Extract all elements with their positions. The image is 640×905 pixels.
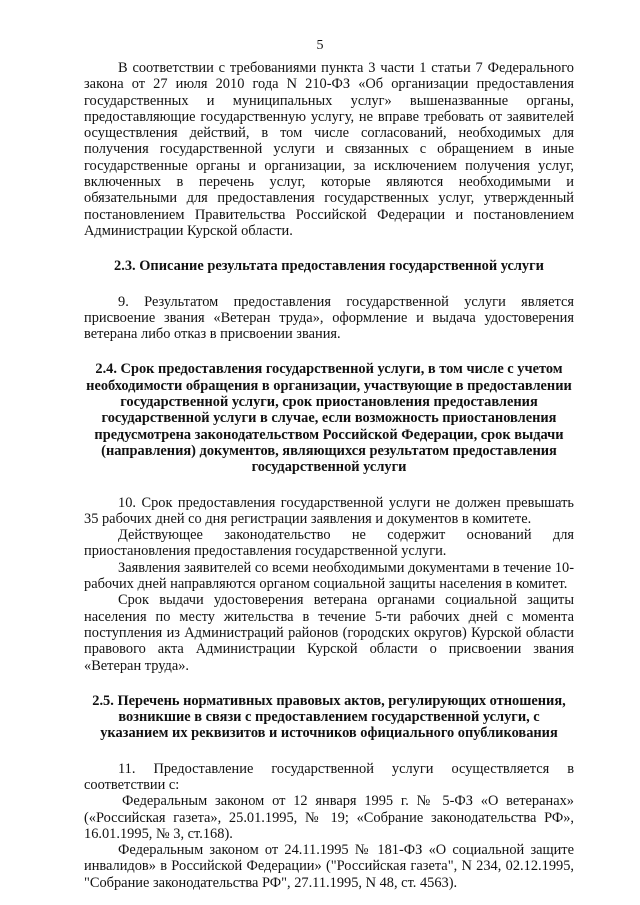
paragraph-10-applications: Заявления заявителей со всеми необходимыми документами в течение 10-рабочих дней направляются органом социальной защиты населения в комитет. — [84, 559, 574, 593]
law-disabled-protection: Федеральным законом от 24.11.1995 № 181-ФЗ «О социальной защите инвалидов» в Российской Федерации» ("Российская газета", N 234, 02.12.1995, "Собрание законодательства РФ", 27.11.1995, N 48, ст. 4563). — [84, 842, 574, 891]
paragraph-11: 11. Предоставление государственной услуги осуществляется в соответствии с: — [84, 760, 574, 793]
page-number: 5 — [316, 38, 324, 53]
law-veterans: Федеральным законом от 12 января 1995 г. № 5-ФЗ «О ветеранах» («Российская газета», 25.01.1995, № 19; «Собрание законодательства РФ», 16.01.1995, № 3, ст.168). — [84, 793, 574, 842]
paragraph-9: 9. Результатом предоставления государственной услуги является присвоение звания «Ветеран труда», оформление и выдача удостоверения ветерана либо отказ в присвоении звания. — [84, 293, 574, 343]
heading-2-5: 2.5. Перечень нормативных правовых актов, регулирующих отношения, возникшие в связи с предоставлением государственной услуги, с указанием их реквизитов и источников официального опубликования — [92, 692, 566, 742]
paragraph-10-issuance: Срок выдачи удостоверения ветерана органами социальной защиты населения по месту жительства в течение 5-ти рабочих дней с момента поступления из Администраций районов (городских округов) Курской области правового акта Администрации Курской области о присвоении звания «Ветеран труда». — [84, 592, 574, 674]
document-body — [84, 60, 574, 891]
heading-2-4: 2.4. Срок предоставления государственной услуги, в том числе с учетом необходимости обращения в организации, участвующие в предоставлении государственной услуги, срок приостановления предоставления государственной услуги в случае, если возможность приостановления предусмотрена законодательством Российской Федерации, срок выдачи (направления) документов, являющихся результатом предоставления государственной услуги — [86, 361, 572, 476]
paragraph-10-suspension: Действующее законодательство не содержит оснований для приостановления предоставления государственной услуги. — [84, 527, 574, 560]
paragraph-10: 10. Срок предоставления государственной услуги не должен превышать 35 рабочих дней со дня регистрации заявления и документов в комитете. — [84, 494, 574, 527]
paragraph-intro: В соответствии с требованиями пункта 3 части 1 статьи 7 Федерального закона от 27 июля 2010 года N 210-ФЗ «Об организации предоставления государственных и муниципальных услуг» вышеназванные органы, предоставляющие государственную услугу, не вправе требовать от заявителей осуществления действий, в том числе согласований, необходимых для получения государственной услуги и связанных с обращением в иные государственные органы и организации, за исключением получения услуг, включенных в перечень услуг, которые являются необходимыми и обязательными для предоставления государственных услуг, утвержденный постановлением Правительства Российской Федерации и постановлением Администрации Курской области. — [84, 60, 574, 239]
heading-2-3: 2.3. Описание результата предоставления государственной услуги — [114, 258, 544, 275]
